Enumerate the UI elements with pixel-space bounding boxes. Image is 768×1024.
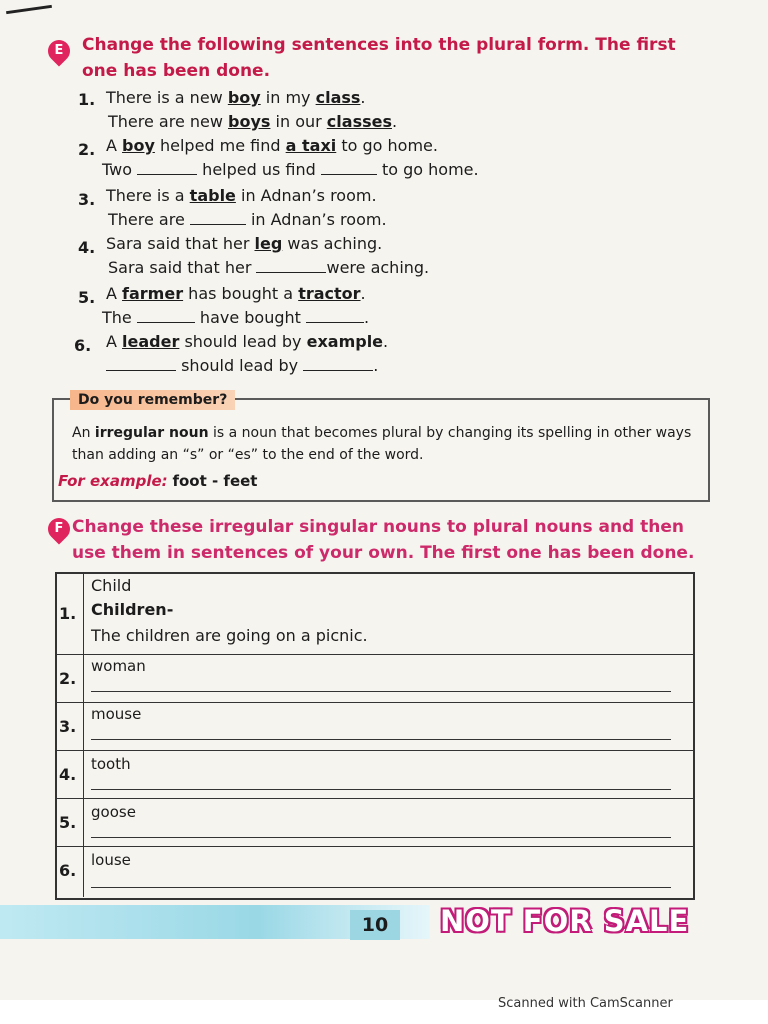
table-row	[57, 846, 693, 897]
scanner-watermark: Scanned with CamScanner	[498, 996, 673, 1011]
answer-blank[interactable]	[321, 160, 377, 175]
answer-line[interactable]	[91, 691, 671, 692]
answer-line[interactable]	[91, 837, 671, 838]
section-f-badge	[43, 513, 74, 544]
plural-table	[55, 572, 695, 900]
item-3-line2: There are in Adnan’s room.	[108, 210, 387, 229]
plural-word: Children-	[91, 600, 174, 619]
answer-line[interactable]	[91, 887, 671, 888]
item-number: 2.	[78, 140, 96, 159]
table-row	[57, 574, 693, 654]
item-number: 1.	[78, 90, 96, 109]
remember-example	[58, 472, 257, 490]
item-2-line2: Two helped us find to go home.	[102, 160, 479, 179]
answer-line[interactable]	[91, 739, 671, 740]
answer-blank[interactable]	[190, 210, 246, 225]
answer-blank[interactable]	[303, 356, 373, 371]
item-5-line2: The have bought .	[102, 308, 370, 327]
singular-word: woman	[91, 657, 146, 675]
row-number: 4.	[59, 765, 77, 784]
remember-text: An irregular noun is a noun that becomes plural by changing its spelling in other ways than adding an “s” or “es” to the end of the word.	[72, 425, 692, 463]
example-sentence: The children are going on a picnic.	[91, 626, 368, 645]
item-6-line2: should lead by .	[106, 354, 378, 378]
section-e-instruction-line2: one has been done.	[82, 61, 271, 81]
answer-blank[interactable]	[306, 308, 364, 323]
answer-blank[interactable]	[137, 308, 195, 323]
item-4-line2: Sara said that her were aching.	[108, 258, 430, 277]
answer-blank[interactable]	[137, 160, 197, 175]
not-for-sale-stamp: NOT FOR SALE	[440, 904, 690, 938]
section-f-instruction	[72, 514, 694, 566]
item-number: 4.	[78, 238, 96, 257]
scan-edge-mark	[6, 5, 52, 14]
item-2-line1: A boy helped me find a taxi to go home.	[106, 136, 438, 155]
row-number: 6.	[59, 861, 77, 880]
section-e-letter: E	[54, 43, 64, 58]
item-1-line2: There are new boys in our classes.	[108, 112, 398, 131]
item-number: 6.	[74, 336, 92, 355]
row-number: 1.	[59, 604, 77, 623]
answer-blank[interactable]	[256, 258, 326, 273]
section-f-instruction-line1: Change these irregular singular nouns to plural nouns and then	[72, 517, 685, 537]
singular-word: louse	[91, 851, 131, 869]
section-e-instruction	[82, 32, 676, 84]
singular-word: tooth	[91, 755, 131, 773]
item-number: 3.	[78, 190, 96, 209]
table-row	[57, 702, 693, 751]
page-number: 10	[350, 910, 400, 940]
table-row	[57, 654, 693, 703]
row-number: 5.	[59, 813, 77, 832]
section-e-instruction-line1: Change the following sentences into the plural form. The first	[82, 35, 676, 55]
item-number: 5.	[78, 288, 96, 307]
item-6-line1: A leader should lead by example.	[106, 332, 389, 351]
item-1-line1: There is a new boy in my class.	[106, 88, 366, 107]
remember-title: Do you remember?	[70, 390, 235, 410]
singular-word: mouse	[91, 705, 142, 723]
singular-word: Child	[91, 576, 132, 595]
answer-line[interactable]	[91, 789, 671, 790]
example-label: For example:	[58, 472, 168, 490]
section-e-badge	[43, 35, 74, 66]
item-4-line1: Sara said that her leg was aching.	[106, 234, 383, 253]
singular-word: goose	[91, 803, 136, 821]
table-row	[57, 798, 693, 847]
answer-blank[interactable]	[106, 356, 176, 371]
item-5-line1: A farmer has bought a tractor.	[106, 284, 366, 303]
table-row	[57, 750, 693, 799]
row-number: 3.	[59, 717, 77, 736]
example-value: foot - feet	[172, 472, 258, 490]
section-f-instruction-line2: use them in sentences of your own. The first one has been done.	[72, 543, 695, 563]
item-3-line1: There is a table in Adnan’s room.	[106, 186, 377, 205]
row-number: 2.	[59, 669, 77, 688]
section-f-letter: F	[54, 521, 64, 536]
